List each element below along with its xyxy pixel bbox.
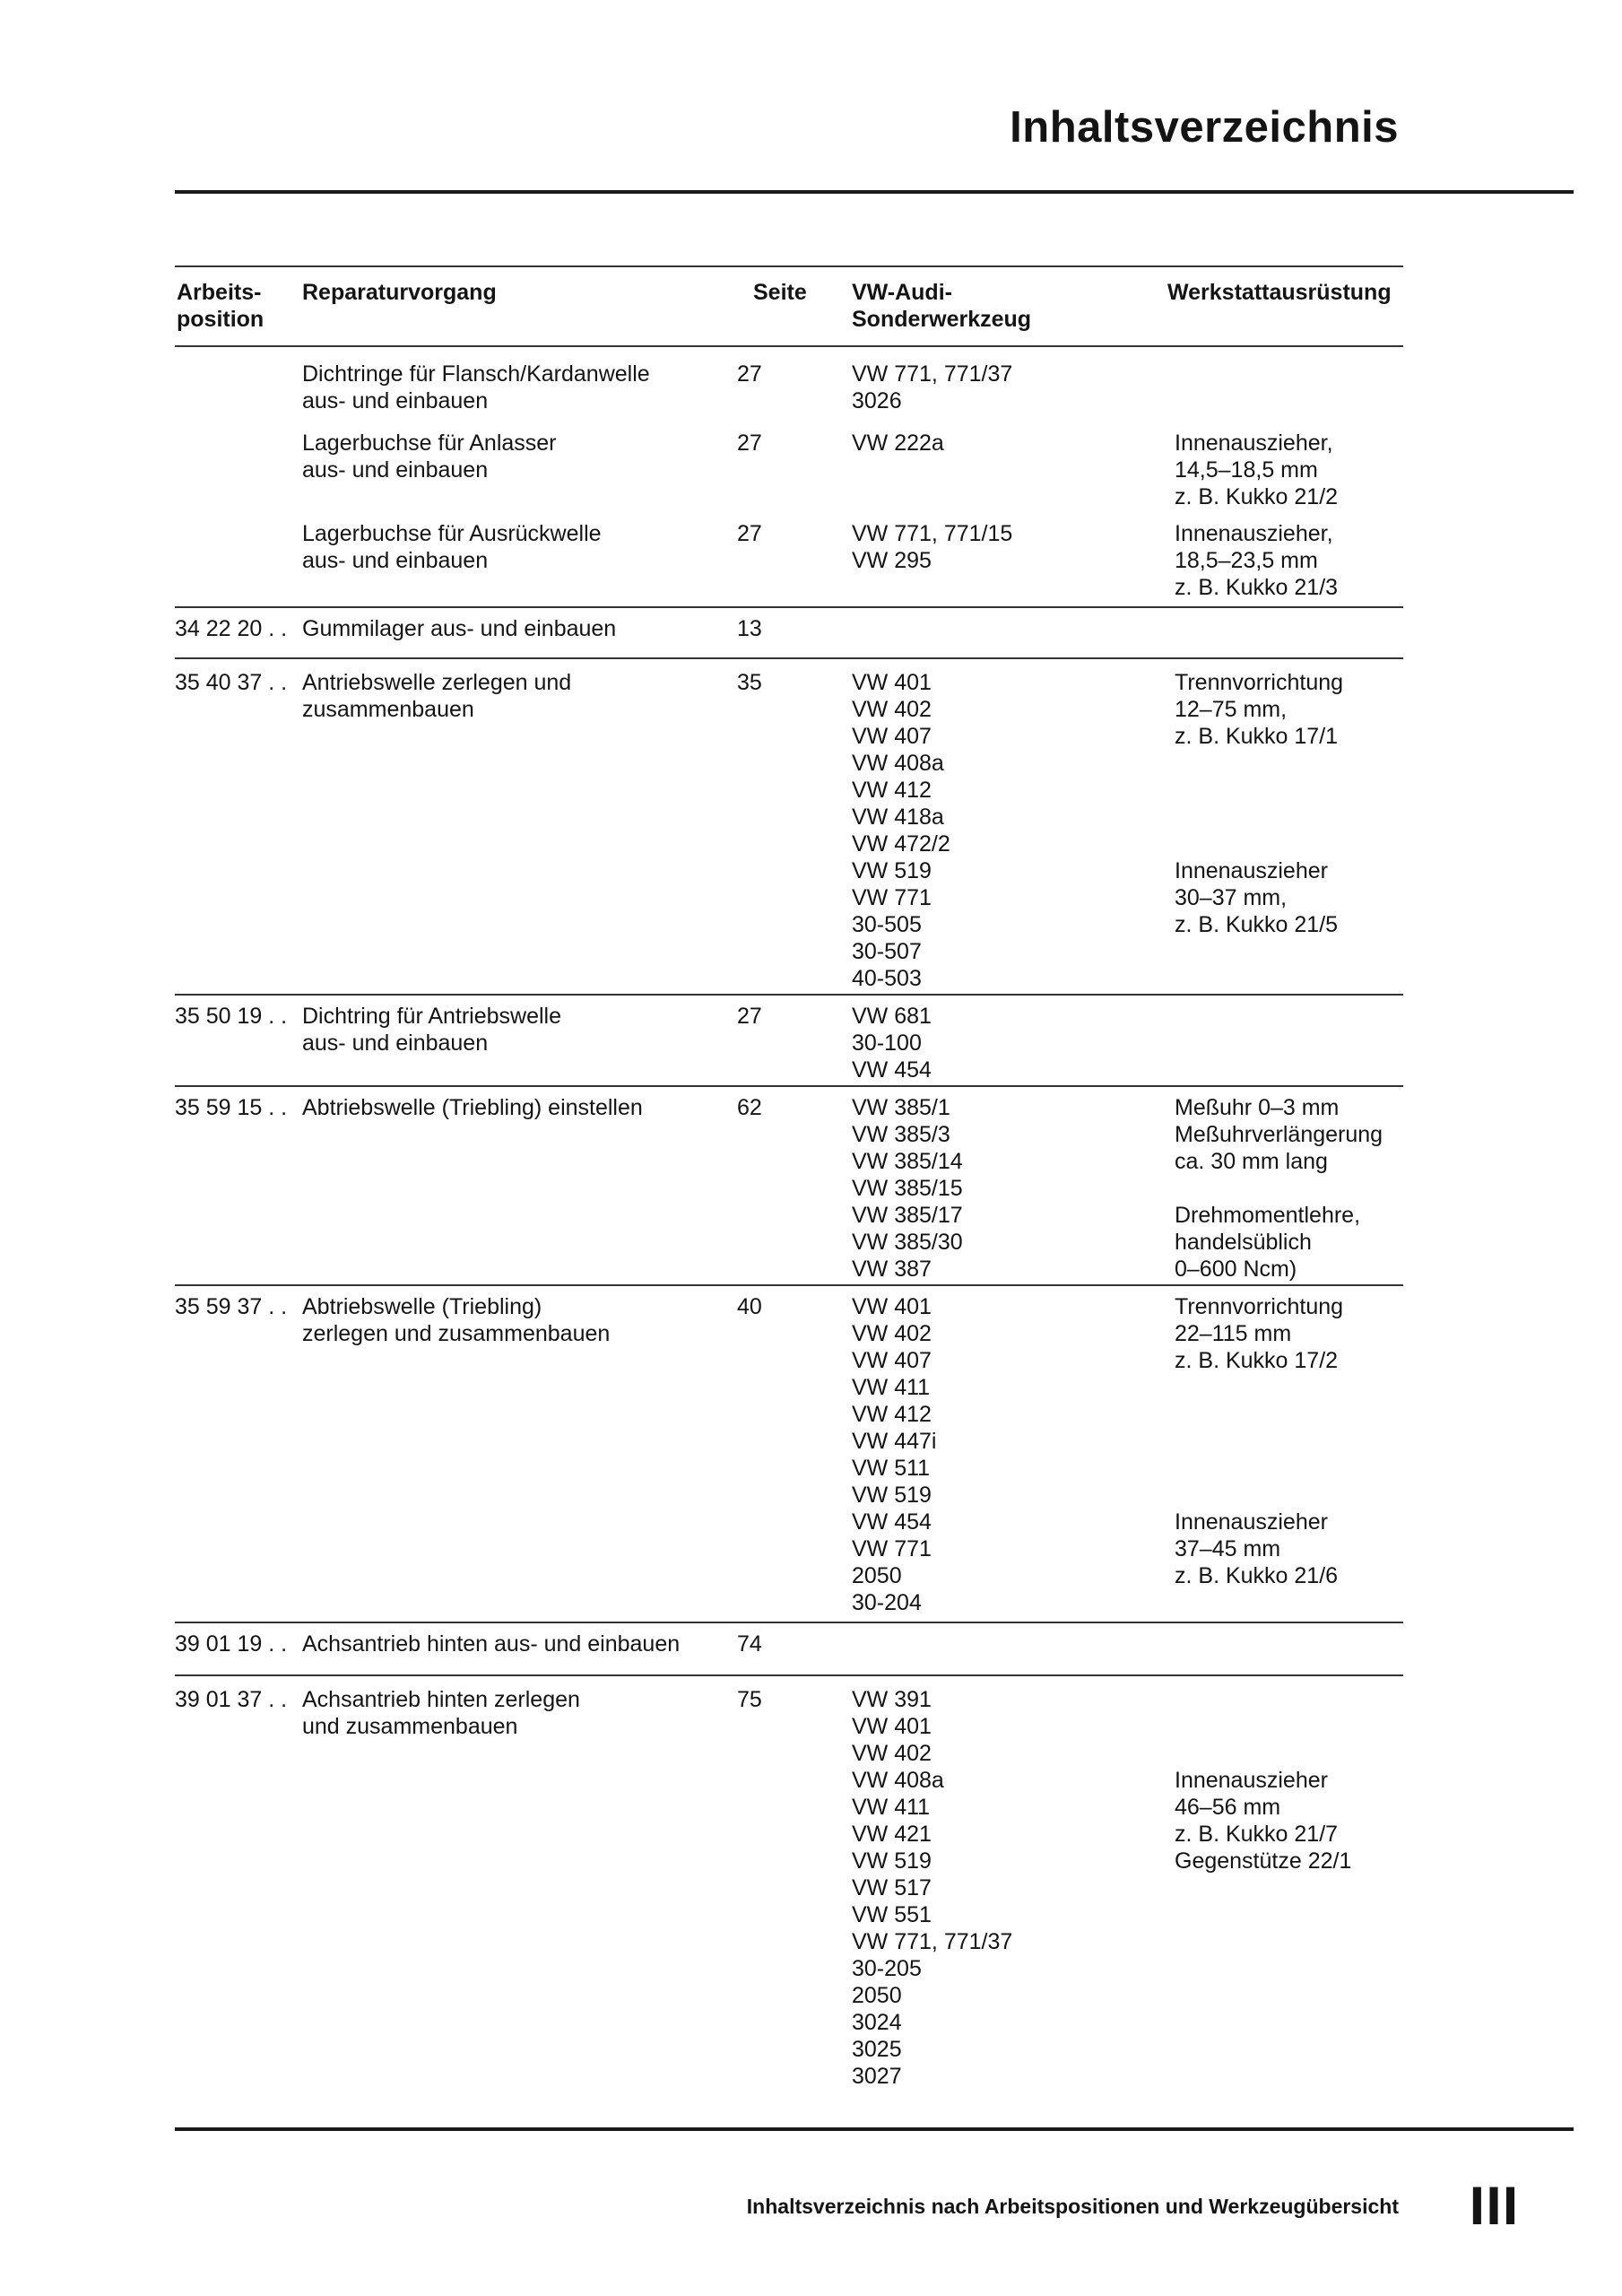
- row-position: 39 01 37 . .: [175, 1687, 288, 1712]
- header-rule: [175, 190, 1574, 194]
- row-tools: VW 391 VW 401 VW 402 VW 408a VW 411 VW 421 VW 519 VW 517 VW 551 VW 771, 771/37 30-205 2050 3024 3025 3027: [852, 1687, 1013, 2089]
- page-number: III: [1469, 2176, 1520, 2236]
- row-shop: Meßuhr 0–3 mm Meßuhrverlängerung ca. 30 mm lang Drehmomentlehre, handelsüblich 0–600 Ncm): [1175, 1095, 1383, 1282]
- row-page: 27: [737, 430, 762, 456]
- row-page: 27: [737, 1004, 762, 1029]
- row-position: 35 40 37 . .: [175, 670, 288, 695]
- row-shop: Innenauszieher 46–56 mm z. B. Kukko 21/7 Gegenstütze 22/1: [1175, 1768, 1352, 1874]
- row-separator: [175, 1284, 1403, 1286]
- row-task: Dichtring für Antriebswelle aus- und einbauen: [302, 1004, 562, 1056]
- column-header-tools: VW-Audi- Sonderwerkzeug: [852, 280, 1032, 332]
- row-page: 13: [737, 616, 762, 641]
- column-header-position: Arbeits- position: [177, 280, 265, 332]
- table-header-rule: [175, 345, 1403, 347]
- footer-caption: Inhaltsverzeichnis nach Arbeitspositionen und Werkzeugübersicht: [746, 2195, 1399, 2218]
- row-task: Abtriebswelle (Triebling) einstellen: [302, 1095, 643, 1120]
- row-tools: VW 385/1 VW 385/3 VW 385/14 VW 385/15 VW 385/17 VW 385/30 VW 387: [852, 1095, 963, 1282]
- row-page: 40: [737, 1294, 762, 1319]
- row-task: Antriebswelle zerlegen und zusammenbauen: [302, 670, 572, 722]
- row-page: 27: [737, 361, 762, 387]
- row-position: 35 50 19 . .: [175, 1004, 288, 1029]
- row-tools: VW 681 30-100 VW 454: [852, 1004, 932, 1083]
- row-separator: [175, 657, 1403, 659]
- row-task: Lagerbuchse für Ausrückwelle aus- und einbauen: [302, 521, 602, 573]
- row-position: 39 01 19 . .: [175, 1631, 288, 1657]
- row-task: Achsantrieb hinten aus- und einbauen: [302, 1631, 681, 1657]
- row-separator: [175, 1622, 1403, 1623]
- row-task: Gummilager aus- und einbauen: [302, 616, 617, 641]
- row-page: 27: [737, 521, 762, 546]
- row-position: 35 59 37 . .: [175, 1294, 288, 1319]
- row-shop: Innenauszieher, 14,5–18,5 mm z. B. Kukko 21/2: [1175, 430, 1339, 509]
- row-tools: VW 771, 771/15 VW 295: [852, 521, 1013, 573]
- table-top-rule: [175, 265, 1403, 267]
- row-position: 35 59 15 . .: [175, 1095, 288, 1120]
- row-page: 35: [737, 670, 762, 695]
- row-position: 34 22 20 . .: [175, 616, 288, 641]
- row-page: 74: [737, 1631, 762, 1657]
- column-header-page: Seite: [753, 280, 807, 305]
- row-separator: [175, 994, 1403, 996]
- column-header-task: Reparaturvorgang: [302, 280, 497, 305]
- row-tools: VW 222a: [852, 430, 944, 456]
- row-shop: Trennvorrichtung 22–115 mm z. B. Kukko 17/2 Innenauszieher 37–45 mm z. B. Kukko 21/6: [1175, 1294, 1344, 1588]
- page-title: Inhaltsverzeichnis: [1010, 103, 1399, 152]
- row-separator: [175, 1085, 1403, 1087]
- row-task: Achsantrieb hinten zerlegen und zusammenbauen: [302, 1687, 580, 1739]
- row-task: Abtriebswelle (Triebling) zerlegen und zusammenbauen: [302, 1294, 611, 1346]
- column-header-shop: Werkstattausrüstung: [1167, 280, 1392, 305]
- row-tools: VW 401 VW 402 VW 407 VW 408a VW 412 VW 418a VW 472/2 VW 519 VW 771 30-505 30-507 40-503: [852, 670, 950, 991]
- row-task: Lagerbuchse für Anlasser aus- und einbauen: [302, 430, 557, 483]
- row-separator: [175, 1674, 1403, 1676]
- row-tools: VW 771, 771/37 3026: [852, 361, 1013, 413]
- footer-rule: [175, 2127, 1574, 2131]
- row-page: 62: [737, 1095, 762, 1120]
- row-shop: Trennvorrichtung 12–75 mm, z. B. Kukko 17/1 Innenauszieher 30–37 mm, z. B. Kukko 21/5: [1175, 670, 1344, 937]
- row-tools: VW 401 VW 402 VW 407 VW 411 VW 412 VW 447i VW 511 VW 519 VW 454 VW 771 2050 30-204: [852, 1294, 937, 1615]
- row-separator: [175, 606, 1403, 608]
- row-task: Dichtringe für Flansch/Kardanwelle aus- und einbauen: [302, 361, 650, 413]
- row-page: 75: [737, 1687, 762, 1712]
- row-shop: Innenauszieher, 18,5–23,5 mm z. B. Kukko 21/3: [1175, 521, 1339, 600]
